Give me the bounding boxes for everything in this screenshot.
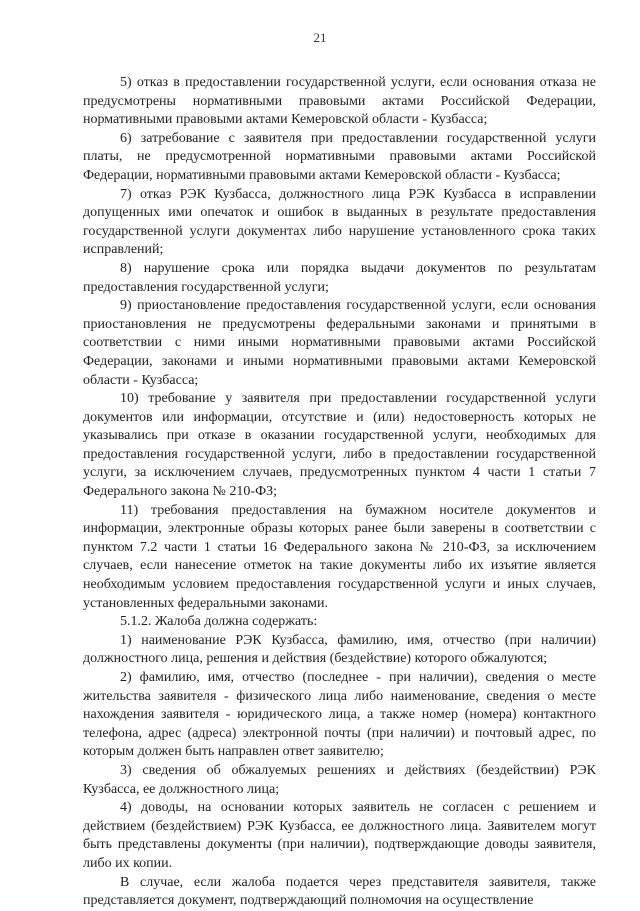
paragraph: 8) нарушение срока или порядка выдачи документов по результатам предоставления государственной услуги; bbox=[83, 260, 596, 295]
section-heading: 5.1.2. Жалоба должна содержать: bbox=[120, 614, 318, 630]
paragraph: 5) отказ в предоставлении государственной услуги, если основания отказа не предусмотрены нормативными правовыми актами Российской Федерации, нормативными правовыми актами Кемеровской области - Кузбасса; bbox=[83, 75, 596, 128]
paragraph: 2) фамилию, имя, отчество (последнее - при наличии), сведения о месте жительства заявителя - физического лица либо наименование, сведения о месте нахождения заявителя - юридического лица, а также номер (номера) контактного телефона, адрес (адреса) электронной почты (при наличии) и почтовый адрес, по которым должен быть направлен ответ заявителю; bbox=[83, 670, 596, 760]
paragraph: 6) затребование с заявителя при предоставлении государственной услуги платы, не предусмотренной нормативными правовыми актами Российской Федерации, нормативными правовыми актами Кемеровской области - Кузбасса; bbox=[83, 130, 596, 183]
paragraph: 4) доводы, на основании которых заявитель не согласен с решением и действием (бездействием) РЭК Кузбасса, ее должностного лица. Заявителем могут быть представлены документы (при наличии), подтверждающие доводы заявителя, либо их копии. bbox=[83, 800, 596, 871]
paragraph: 1) наименование РЭК Кузбасса, фамилию, имя, отчество (при наличии) должностного лица, решения и действия (бездействие) которого обжалуются; bbox=[83, 632, 596, 667]
paragraph: В случае, если жалоба подается через представителя заявителя, также представляется документ, подтверждающий полномочия на осуществление bbox=[83, 874, 596, 909]
paragraph: 11) требования предоставления на бумажном носителе документов и информации, электронные образы которых ранее были заверены в соответствии с пунктом 7.2 части 1 статьи 16 Федерального закона № 210-ФЗ, за исключением случаев, если нанесение отметок на такие документы либо их изъятие является необходимым условием предоставления государственной услуги и иных случаев, установленных федеральными законами. bbox=[83, 502, 596, 611]
paragraph: 9) приостановление предоставления государственной услуги, если основания приостановления не предусмотрены федеральными законами и принятыми в соответствии с ними иными нормативными правовыми актами Российской Федерации, законами и иными нормативными правовыми актами Кемеровской области - Кузбасса; bbox=[83, 298, 596, 388]
paragraph: 7) отказ РЭК Кузбасса, должностного лица РЭК Кузбасса в исправлении допущенных ими опечаток и ошибок в выданных в результате предоставления государственной услуги документах либо нарушение установленного срока таких исправлений; bbox=[83, 186, 596, 258]
paragraph: 10) требование у заявителя при предоставлении государственной услуги документов или информации, отсутствие и (или) недостоверность которых не указывались при отказе в оказании государственной услуги, необходимых для предоставления государственной услуги, либо в предоставлении государственной услуги, за исключением случаев, предусмотренных пунктом 4 части 1 статьи 7 Федерального закона № 210-ФЗ; bbox=[83, 391, 596, 500]
document-body bbox=[83, 74, 596, 911]
paragraph: 3) сведения об обжалуемых решениях и действиях (бездействии) РЭК Кузбасса, ее должностного лица; bbox=[83, 762, 596, 797]
page-number: 21 bbox=[313, 30, 327, 45]
